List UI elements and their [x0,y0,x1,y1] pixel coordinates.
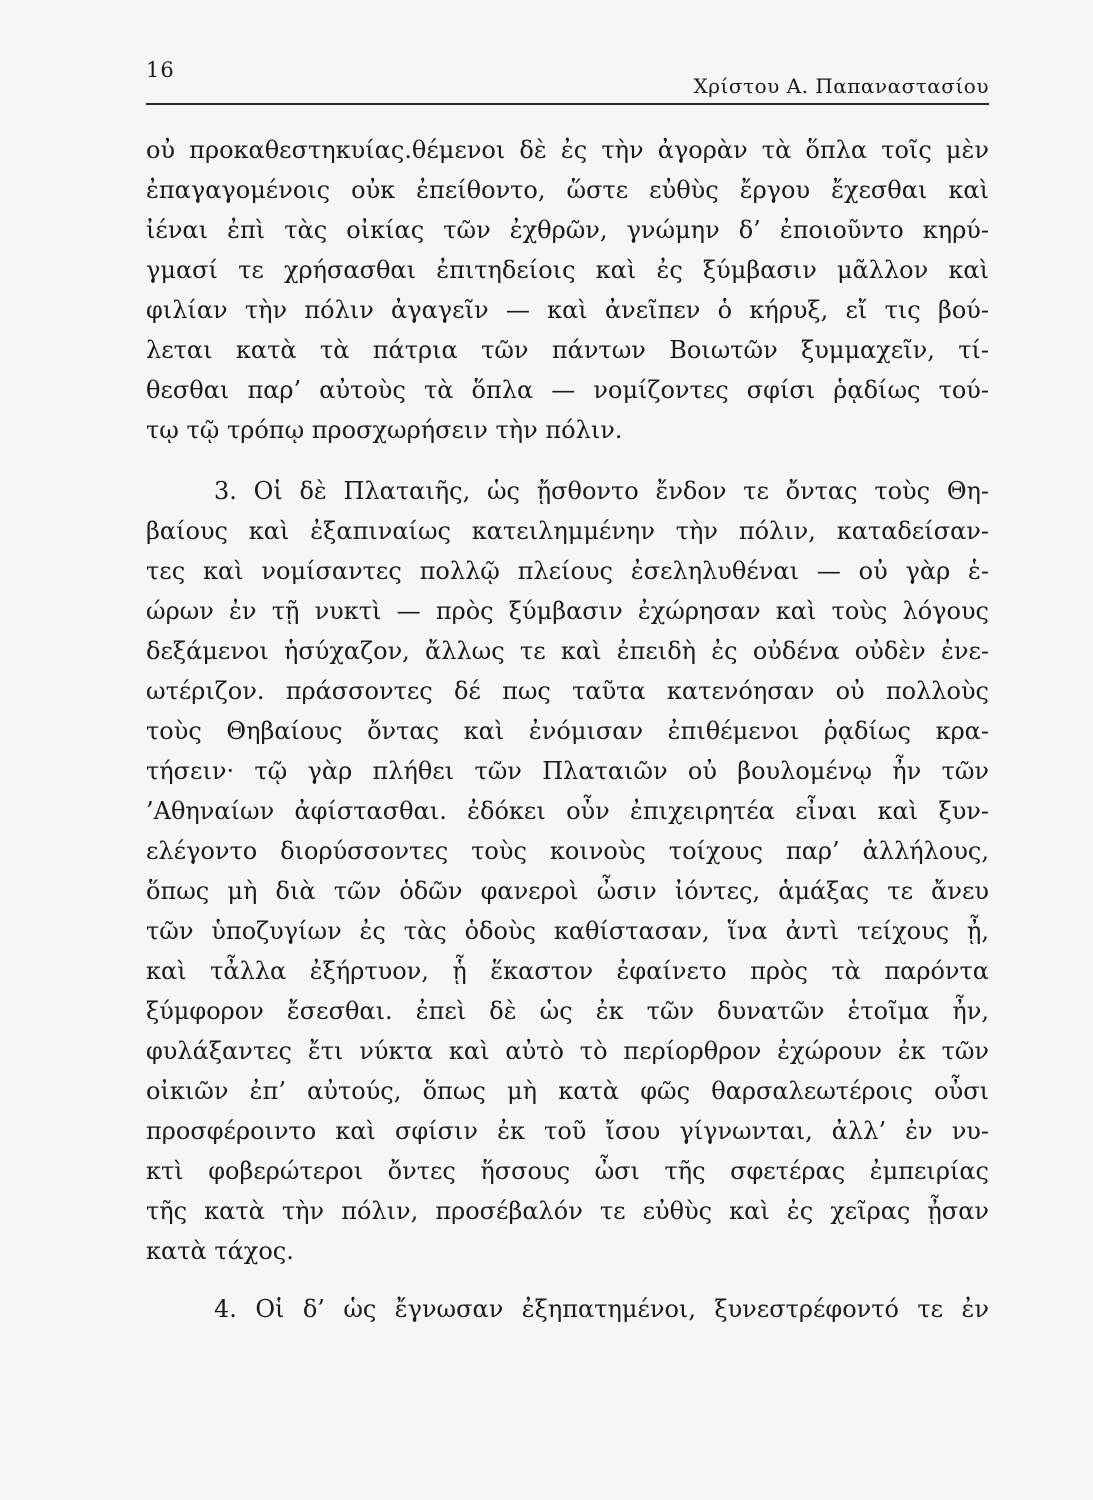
text-line: κτὶ φοβερώτεροι ὄντες ἥσσους ὦσι τῆς σφετέρας ἐμπειρίας [146,1157,989,1185]
text-line: λεται κατὰ τὰ πάτρια τῶν πάντων Βοιωτῶν ξυμμαχεῖν, τί- [146,336,989,364]
header-rule [146,103,989,105]
text-line: φυλάξαντες ἔτι νύκτα καὶ αὐτὸ τὸ περίορθρον ἐχώρουν ἐκ τῶν [146,1037,989,1065]
text-line: ωτέριζον. πράσσοντες δέ πως ταῦτα κατενόησαν οὐ πολλοὺς [146,677,989,705]
text-line: βαίους καὶ ἐξαπιναίως κατειλημμένην τὴν πόλιν, καταδείσαν- [146,517,989,545]
text-line: τῳ τῷ τρόπῳ προσχωρήσειν τὴν πόλιν. [146,416,623,444]
section-3-heading-line: 3. Οἱ δὲ Πλαταιῆς, ὡς ᾔσθοντο ἔνδον τε ὄντας τοὺς Θη- [214,477,989,505]
page-number: 16 [146,58,175,82]
text-line: τήσειν· τῷ γὰρ πλήθει τῶν Πλαταιῶν οὐ βουλομένῳ ἦν τῶν [146,757,989,785]
text-line: τες καὶ νομίσαντες πολλῷ πλείους ἐσεληλυθέναι — οὐ γὰρ ἑ- [146,557,989,585]
running-head: Χρίστου Α. Παπαναστασίου [693,74,989,98]
text-line: οἰκιῶν ἐπ’ αὐτούς, ὅπως μὴ κατὰ φῶς θαρσαλεωτέροις οὖσι [146,1077,989,1105]
text-line: ξύμφορον ἔσεσθαι. ἐπεὶ δὲ ὡς ἐκ τῶν δυνατῶν ἑτοῖμα ἦν, [146,997,989,1025]
text-line: ελέγοντο διορύσσοντες τοὺς κοινοὺς τοίχους παρ’ ἀλλήλους, [146,837,989,865]
body-text [146,130,989,1329]
section-gap [146,450,989,471]
text-line: ώρων ἐν τῇ νυκτὶ — πρὸς ξύμβασιν ἐχώρησαν καὶ τοὺς λόγους [146,597,989,625]
text-line: ὅπως μὴ διὰ τῶν ὁδῶν φανεροὶ ὦσιν ἰόντες, ἁμάξας τε ἄνευ [146,877,989,905]
text-line: γμασί τε χρήσασθαι ἐπιτηδείοις καὶ ἐς ξύμβασιν μᾶλλον καὶ [146,256,989,284]
section-gap [146,1271,989,1289]
text-line: ἐπαγαγομένοις οὐκ ἐπείθοντο, ὥστε εὐθὺς ἔργου ἔχεσθαι καὶ [146,176,989,204]
text-line: δεξάμενοι ἡσύχαζον, ἄλλως τε καὶ ἐπειδὴ ἐς οὐδένα οὐδὲν ἐνε- [146,637,989,665]
text-line: οὐ προκαθεστηκυίας.θέμενοι δὲ ἐς τὴν ἀγορὰν τὰ ὅπλα τοῖς μὲν [146,136,989,164]
text-line: τοὺς Θηβαίους ὄντας καὶ ἐνόμισαν ἐπιθέμενοι ῥᾳδίως κρα- [146,717,989,745]
text-line: ’Αθηναίων ἀφίστασθαι. ἐδόκει οὖν ἐπιχειρητέα εἶναι καὶ ξυν- [146,797,989,825]
text-line: ἰέναι ἐπὶ τὰς οἰκίας τῶν ἐχθρῶν, γνώμην δ’ ἐποιοῦντο κηρύ- [146,216,989,244]
text-line: φιλίαν τὴν πόλιν ἀγαγεῖν — καὶ ἀνεῖπεν ὁ κήρυξ, εἴ τις βού- [146,296,989,324]
text-line: θεσθαι παρ’ αὐτοὺς τὰ ὅπλα — νομίζοντες σφίσι ῥᾳδίως τού- [146,376,989,404]
section-4-heading-line: 4. Οἱ δ’ ὡς ἔγνωσαν ἐξηπατημένοι, ξυνεστρέφοντό τε ἐν [214,1295,989,1323]
text-line: καὶ τἆλλα ἐξήρτυον, ᾗ ἕκαστον ἐφαίνετο πρὸς τὰ παρόντα [146,957,989,985]
text-line: κατὰ τάχος. [146,1237,294,1265]
text-line: τῶν ὑποζυγίων ἐς τὰς ὁδοὺς καθίστασαν, ἵνα ἀντὶ τείχους ᾖ, [146,917,989,945]
text-line: προσφέροιντο καὶ σφίσιν ἐκ τοῦ ἴσου γίγνωνται, ἀλλ’ ἐν νυ- [146,1117,989,1145]
text-line: τῆς κατὰ τὴν πόλιν, προσέβαλόν τε εὐθὺς καὶ ἐς χεῖρας ᾖσαν [146,1197,989,1225]
